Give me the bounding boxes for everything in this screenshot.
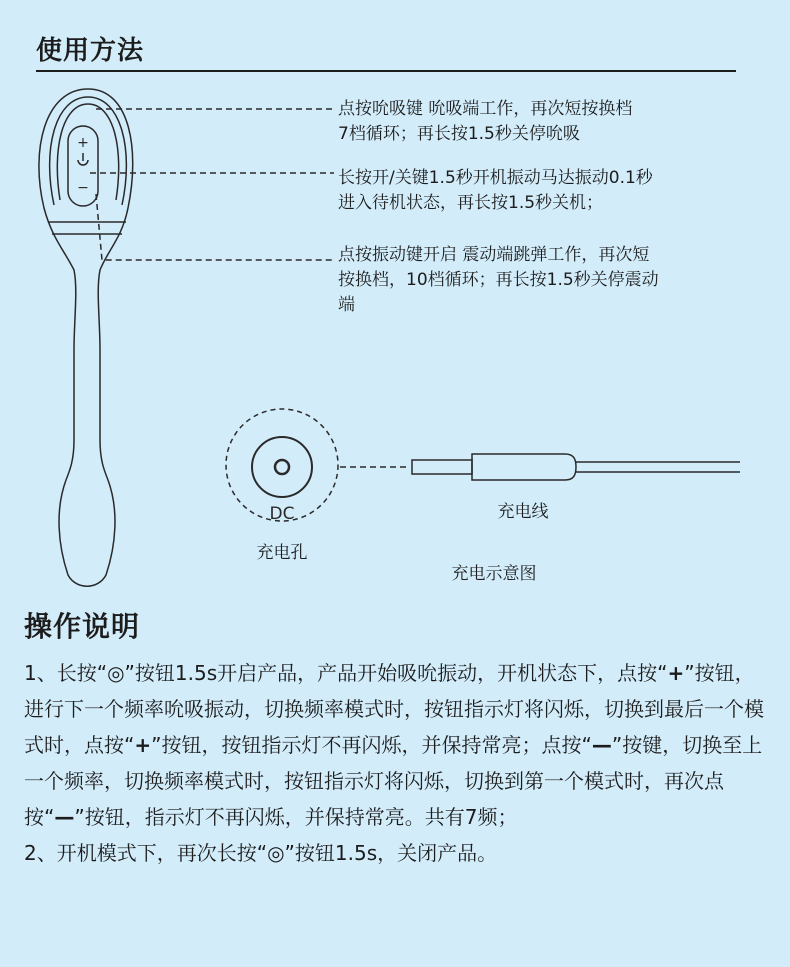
callout-line: 端 <box>338 295 355 315</box>
minus-icon: − <box>77 180 89 196</box>
callout-power <box>338 166 768 216</box>
dc-port-text: DC <box>269 504 295 524</box>
port-label: 充电孔 <box>256 543 308 563</box>
callout-suction <box>338 97 768 147</box>
power-symbol: ◎ <box>107 661 125 685</box>
callout-line: 点按振动键开启 震动端跳弹工作，再次短 <box>338 245 650 265</box>
operation-body <box>24 655 774 871</box>
charging-cable <box>412 454 740 480</box>
cable-label: 充电线 <box>497 502 549 522</box>
dc-port-outer <box>252 437 312 497</box>
device-bulb <box>59 480 115 586</box>
callout-vibration <box>338 243 768 318</box>
power-symbol: ◎ <box>267 841 285 865</box>
operation-step-2: 2、开机模式下，再次长按“◎”按钮1.5s，关闭产品。 <box>24 841 498 865</box>
leader-line-vibration <box>96 194 334 260</box>
plus-symbol: + <box>134 733 152 757</box>
minus-symbol: — <box>54 805 75 829</box>
callout-line: 长按开/关键1.5秒开机振动马达振动0.1秒 <box>338 168 653 188</box>
dc-port-pin <box>275 460 289 474</box>
usage-title: 使用方法 <box>36 36 145 66</box>
plus-icon: + <box>77 135 89 151</box>
operation-title: 操作说明 <box>24 610 141 643</box>
callout-line: 进入待机状态，再长按1.5秒关机； <box>338 193 604 213</box>
callout-line: 点按吮吸键 吮吸端工作，再次短按换档 <box>338 99 633 119</box>
minus-symbol: — <box>591 733 612 757</box>
charging-caption: 充电示意图 <box>451 564 537 584</box>
callout-line: 按换档，10档循环；再长按1.5秒关停震动 <box>338 270 659 290</box>
callout-line: 7档循环；再长按1.5秒关停吮吸 <box>338 124 580 144</box>
operation-step-1: 1、长按“◎”按钮1.5s开启产品，产品开始吸吮振动，开机状态下，点按“+”按钮，进行下一个频率吮吸振动，切换频率模式时，按钮指示灯将闪烁，切换到最后一个模式时，点按“+”按钮，按钮指示灯不再闪烁，并保持常亮；点按“—”按键，切换至上一个频率，切换频率模式时，按钮指示灯将闪烁，切换到第一个模式时，再次点按“—”按钮，指示灯不再闪烁，并保持常亮。共有7频； <box>24 661 764 829</box>
plus-symbol: + <box>667 661 685 685</box>
